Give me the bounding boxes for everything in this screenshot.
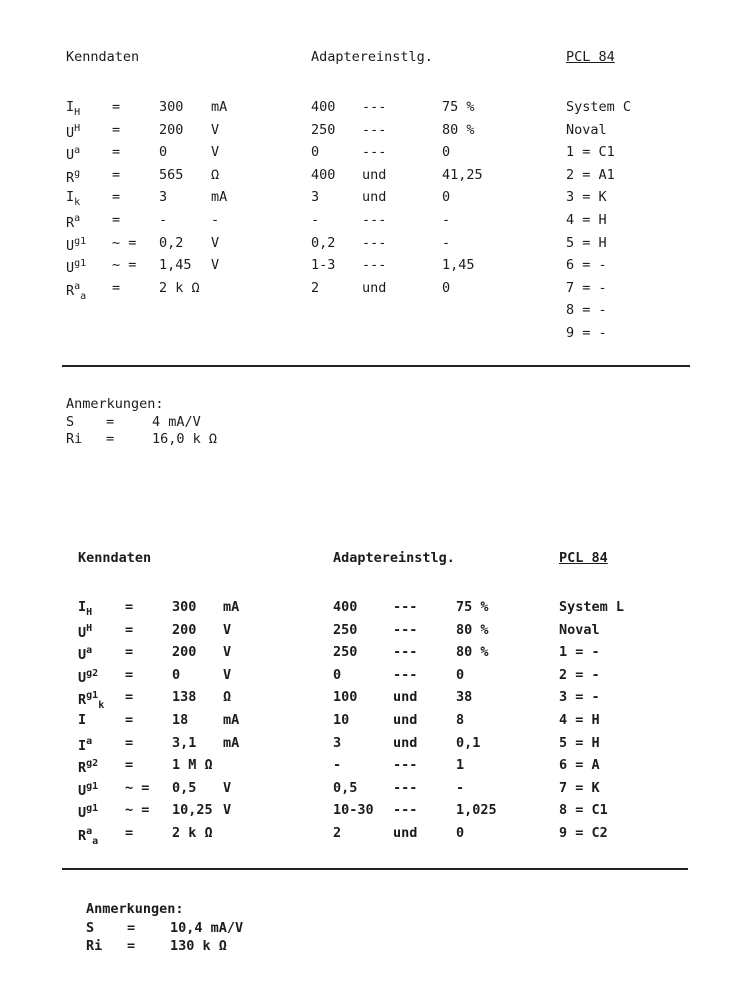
block2-note-s-equals: = [127,920,136,936]
param-value: 200 [172,621,197,638]
param-symbol: $I_H$ [66,99,81,118]
adapter-setting-3: 75 % [442,99,475,115]
param-superscript: a [86,735,93,747]
adapter-setting-1: 3 [311,189,320,206]
adapter-setting-3: 80 % [456,621,489,638]
adapter-setting-3: 1,025 [456,802,497,819]
adapter-setting-1: - [333,757,342,774]
adapter-setting-3: 0,1 [456,734,481,751]
adapter-setting-3: - [456,779,465,796]
pin-entry: 4 = H [559,712,600,728]
adapter-setting-1: 10-30 [333,802,374,819]
param-subscript: a [80,290,87,302]
param-superscript: H [74,122,81,134]
param-symbol: $R^a$ [66,213,81,231]
adapter-setting-1: 0 [333,666,342,683]
param-value: 10,25 [172,802,213,819]
adapter-setting-2: und [393,712,418,728]
adapter-setting-2: --- [393,802,418,819]
param-value: 300 [159,99,184,115]
param-equals: = [112,212,121,228]
param-symbol: $R^{g1}_k$ [78,690,105,712]
adapter-setting-2: --- [393,621,418,638]
param-value: 200 [159,121,184,138]
param-equals: = [112,189,121,206]
adapter-setting-3: 1 [456,757,465,774]
param-equals: = [125,734,134,751]
adapter-setting-3: 0 [442,144,451,161]
param-superscript: g1 [74,258,87,270]
adapter-setting-2: und [362,279,387,296]
param-equals: = [125,644,134,661]
adapter-setting-3: 0 [442,279,451,296]
adapter-setting-1: 250 [311,121,336,138]
adapter-setting-2: und [393,734,418,751]
adapter-setting-2: --- [362,121,387,138]
param-value: 2 k Ω [159,279,200,296]
block2-note-ri-symbol: Ri [86,938,103,954]
param-unit: V [223,779,232,796]
param-equals: = [125,712,134,728]
pin-entry: 3 = K [566,189,607,206]
param-subscript: k [74,197,81,209]
param-superscript: a [74,280,81,292]
param-superscript: g1 [86,690,99,702]
param-value: 300 [172,599,197,615]
block2-note-ri-equals: = [127,938,136,954]
block2-tube-type: PCL 84 [559,550,608,566]
param-unit: V [223,666,232,683]
divider-line-1 [62,365,690,367]
adapter-setting-1: 1-3 [311,257,336,274]
param-unit: V [211,121,220,138]
param-unit: mA [223,712,240,728]
param-unit: - [211,212,220,228]
adapter-setting-2: --- [393,666,418,683]
block2-notes-title: Anmerkungen: [86,901,184,917]
param-unit: V [223,802,232,819]
param-value: 3,1 [172,734,197,751]
param-symbol: $U^{g2}$ [78,667,99,686]
param-symbol: $U^{g1}$ [78,803,99,822]
adapter-setting-1: 0 [311,144,320,161]
adapter-setting-3: 8 [456,712,465,728]
adapter-setting-3: - [442,212,451,228]
param-superscript: g1 [74,235,87,247]
block2-note-ri-value: 130 k Ω [170,938,227,954]
param-value: 565 [159,166,184,183]
param-symbol: $U^H$ [78,622,93,641]
param-value: 0 [172,666,181,683]
param-unit: Ω [211,166,220,183]
pin-entry: System C [566,99,632,115]
param-unit: Ω [223,689,232,706]
param-superscript: H [86,622,93,634]
pin-entry: 7 = - [566,279,607,296]
param-superscript: g1 [86,803,99,815]
param-symbol: $U^a$ [78,645,93,664]
pin-entry: Noval [559,621,600,638]
pin-entry: 8 = - [566,302,607,319]
param-symbol: $U^{g1}$ [66,235,87,254]
adapter-setting-3: 41,25 [442,166,483,183]
adapter-setting-1: - [311,212,320,228]
adapter-setting-2: und [362,189,387,206]
param-symbol: $R^a_a$ [66,280,87,302]
param-unit: V [211,257,220,274]
param-symbol: $R^g$ [66,167,81,186]
param-superscript: g1 [86,780,99,792]
param-value: 2 k Ω [172,825,213,841]
param-value: 3 [159,189,168,206]
param-superscript: g2 [86,667,99,679]
divider-line-2 [62,868,688,870]
param-unit: mA [223,599,240,615]
adapter-setting-1: 3 [333,734,342,751]
block1-note-ri-value: 16,0 k Ω [152,431,218,447]
param-equals: = [125,825,134,841]
block1-note-s-equals: = [106,414,115,430]
block1-notes-title: Anmerkungen: [66,396,164,412]
param-equals: = [125,599,134,615]
param-equals: ~ = [112,234,137,251]
param-value: - [159,212,168,228]
adapter-setting-2: --- [393,779,418,796]
param-superscript: a [86,645,93,657]
adapter-setting-1: 2 [333,825,342,841]
block2-note-s-symbol: S [86,920,95,936]
param-unit: mA [211,189,228,206]
param-value: 18 [172,712,189,728]
param-subscript: H [74,107,81,118]
block2-title: Kenndaten [78,550,152,566]
adapter-setting-1: 400 [311,166,336,183]
adapter-setting-2: --- [362,99,387,115]
param-superscript: a [74,213,81,224]
pin-entry: 7 = K [559,779,600,796]
pin-entry: 4 = H [566,212,607,228]
pin-entry: Noval [566,121,607,138]
block2-adapter-title: Adaptereinstlg. [333,550,455,566]
param-symbol: $I^a$ [78,735,93,754]
adapter-setting-3: - [442,234,451,251]
adapter-setting-1: 400 [333,599,358,615]
adapter-setting-2: --- [393,644,418,661]
param-symbol: $R^a_a$ [78,826,99,847]
param-unit: V [211,234,220,251]
adapter-setting-3: 80 % [456,644,489,661]
adapter-setting-2: und [393,689,418,706]
pin-entry: 9 = C2 [559,825,608,841]
pin-entry: 1 = C1 [566,144,615,161]
param-value: 200 [172,644,197,661]
param-equals: = [112,144,121,161]
param-equals: = [125,757,134,774]
param-unit: V [211,144,220,161]
adapter-setting-2: --- [362,144,387,161]
param-superscript: g [74,167,81,179]
adapter-setting-3: 75 % [456,599,489,615]
param-value: 1 M Ω [172,757,213,774]
param-value: 0 [159,144,168,161]
param-value: 138 [172,689,197,706]
param-value: 0,5 [172,779,197,796]
param-unit: V [223,621,232,638]
adapter-setting-2: --- [362,212,387,228]
adapter-setting-3: 38 [456,689,473,706]
param-equals: ~ = [112,257,137,274]
pin-entry: System L [559,599,625,615]
adapter-setting-1: 0,2 [311,234,336,251]
param-symbol: $I_H$ [78,599,93,618]
param-equals: ~ = [125,779,150,796]
param-equals: = [112,99,121,115]
param-subscript: H [86,607,93,618]
pin-entry: 9 = - [566,325,607,341]
pin-entry: 1 = - [559,644,600,661]
adapter-setting-2: --- [393,599,418,615]
adapter-setting-1: 2 [311,279,320,296]
block1-note-ri-equals: = [106,431,115,447]
adapter-setting-3: 0 [442,189,451,206]
param-unit: mA [211,99,228,115]
block1-note-s-symbol: S [66,414,75,430]
pin-entry: 6 = A [559,757,600,774]
block1-adapter-title: Adaptereinstlg. [311,49,433,65]
param-subscript: k [98,700,105,712]
pin-entry: 5 = H [566,234,607,251]
block2-note-s-value: 10,4 mA/V [170,920,244,936]
param-symbol: I [78,712,87,728]
param-value: 0,2 [159,234,184,251]
pin-entry: 3 = - [559,689,600,706]
param-equals: = [125,621,134,638]
param-equals: ~ = [125,802,150,819]
param-symbol: $U^{g1}$ [78,780,99,799]
adapter-setting-3: 1,45 [442,257,475,274]
pin-entry: 5 = H [559,734,600,751]
adapter-setting-2: --- [393,757,418,774]
adapter-setting-2: und [362,166,387,183]
param-superscript: g2 [86,758,99,770]
block1-title: Kenndaten [66,49,140,65]
param-superscript: a [74,145,81,157]
pin-entry: 2 = - [559,666,600,683]
param-equals: = [125,689,134,706]
block1-note-ri-symbol: Ri [66,431,83,447]
param-symbol: $I_k$ [66,189,81,209]
adapter-setting-1: 400 [311,99,336,115]
adapter-setting-1: 100 [333,689,358,706]
param-equals: = [125,666,134,683]
param-equals: = [112,279,121,296]
param-symbol: $U^{g1}$ [66,258,87,277]
param-symbol: $R^{g2}$ [78,758,99,777]
block1-note-s-value: 4 mA/V [152,414,201,430]
adapter-setting-1: 250 [333,621,358,638]
adapter-setting-2: --- [362,257,387,274]
adapter-setting-1: 0,5 [333,779,358,796]
param-superscript: a [86,826,93,837]
adapter-setting-2: und [393,825,418,841]
pin-entry: 8 = C1 [559,802,608,819]
adapter-setting-3: 0 [456,825,465,841]
block1-tube-type: PCL 84 [566,49,615,65]
adapter-setting-3: 0 [456,666,465,683]
param-value: 1,45 [159,257,192,274]
adapter-setting-1: 10 [333,712,350,728]
param-symbol: $U^H$ [66,122,81,141]
adapter-setting-1: 250 [333,644,358,661]
adapter-setting-3: 80 % [442,121,475,138]
param-symbol: $U^a$ [66,145,81,164]
param-equals: = [112,166,121,183]
param-equals: = [112,121,121,138]
param-subscript: a [92,836,99,847]
pin-entry: 6 = - [566,257,607,274]
param-unit: V [223,644,232,661]
adapter-setting-2: --- [362,234,387,251]
param-unit: mA [223,734,240,751]
pin-entry: 2 = A1 [566,166,615,183]
